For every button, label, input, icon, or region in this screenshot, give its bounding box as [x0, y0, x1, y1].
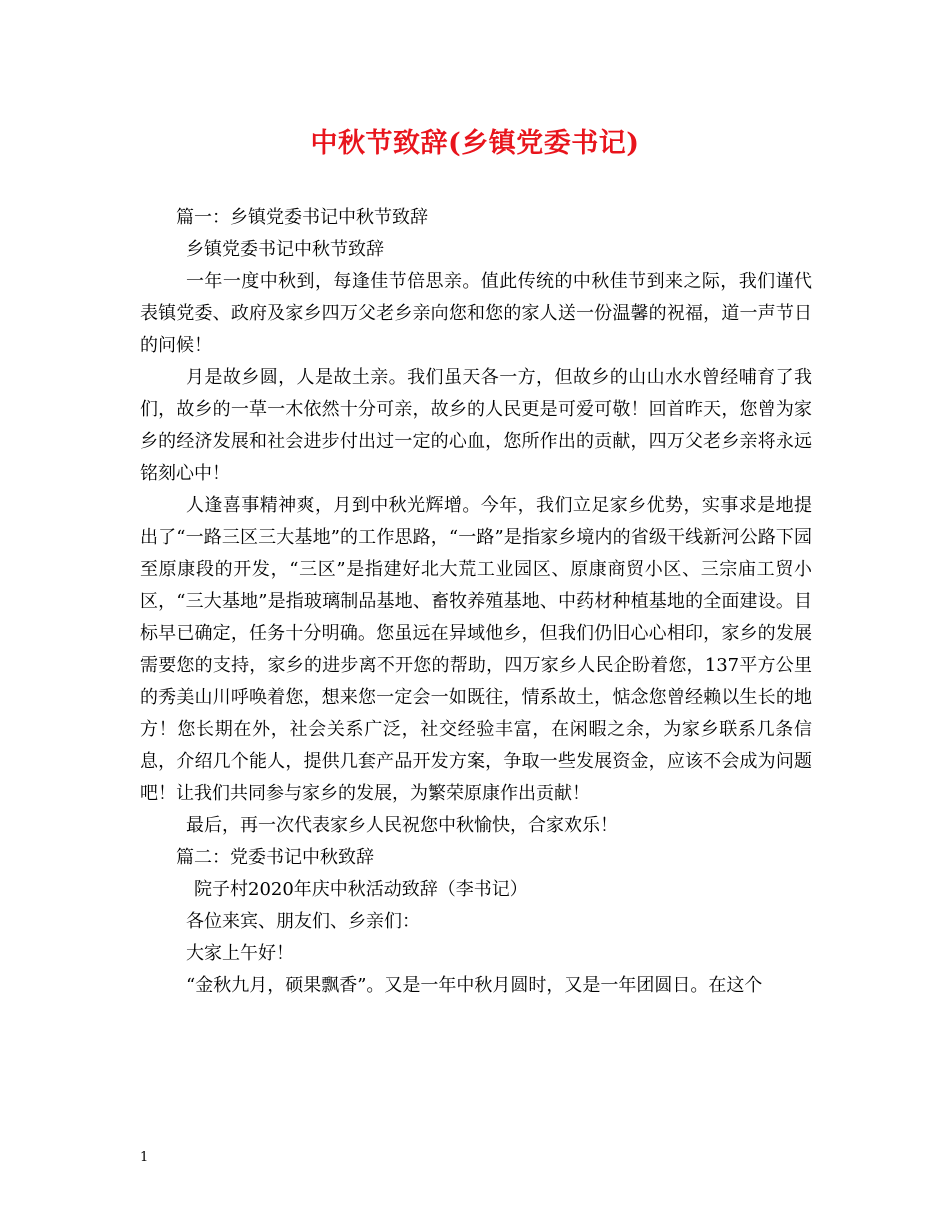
paragraph-5: “金秋九月，硕果飘香”。又是一年中秋月圆时，又是一年团圆日。在这个 — [186, 975, 763, 996]
section-heading-1: 篇一：乡镇党委书记中秋节致辞 — [176, 207, 428, 228]
paragraph-4: 最后，再一次代表家乡人民祝您中秋愉快，合家欢乐！ — [186, 815, 618, 836]
greeting: 大家上午好！ — [186, 943, 294, 964]
document-title: 中秋节致辞(乡镇党委书记) — [310, 128, 640, 159]
paragraph-2: 月是故乡圆，人是故土亲。我们虽天各一方，但故乡的山山水水曾经哺育了我们，故乡的一草一木依然十分可亲，故乡的人民更是可爱可敬！回首昨天，您曾为家乡的经济发展和社会进步付出过一定的心血，您所作出的贡献，四万父老乡亲将永远铭刻心中！ — [140, 367, 812, 484]
salutation: 各位来宾、朋友们、乡亲们： — [186, 911, 420, 932]
section-heading-2: 篇二：党委书记中秋致辞 — [176, 847, 374, 868]
document-body — [140, 202, 812, 1002]
paragraph-3: 人逢喜事精神爽，月到中秋光辉增。今年，我们立足家乡优势，实事求是地提出了“一路三区三大基地”的工作思路，“一路”是指家乡境内的省级干线新河公路下园至原康段的开发，“三区”是指建好北大荒工业园区、原康商贸小区、三宗庙工贸小区，“三大基地”是指玻璃制品基地、畜牧养殖基地、中药材种植基地的全面建设。目标早已确定，任务十分明确。您虽远在异域他乡，但我们仍旧心心相印，家乡的发展需要您的支持，家乡的进步离不开您的帮助，四万家乡人民企盼着您，137平方公里的秀美山川呼唤着您，想来您一定会一如既往，情系故土，惦念您曾经赖以生长的地方！您长期在外，社会关系广泛，社交经验丰富，在闲暇之余，为家乡联系几条信息，介绍几个能人，提供几套产品开发方案，争取一些发展资金，应该不会成为问题吧！让我们共同参与家乡的发展，为繁荣原康作出贡献！ — [140, 495, 812, 804]
page-number: 1 — [140, 1150, 149, 1165]
subtitle-2: 院子村2020年庆中秋活动致辞（李书记） — [194, 879, 528, 900]
paragraph-1: 一年一度中秋到，每逢佳节倍思亲。值此传统的中秋佳节到来之际，我们谨代表镇党委、政府及家乡四万父老乡亲向您和您的家人送一份温馨的祝福，道一声节日的问候！ — [140, 271, 812, 356]
subtitle-1: 乡镇党委书记中秋节致辞 — [186, 239, 384, 260]
